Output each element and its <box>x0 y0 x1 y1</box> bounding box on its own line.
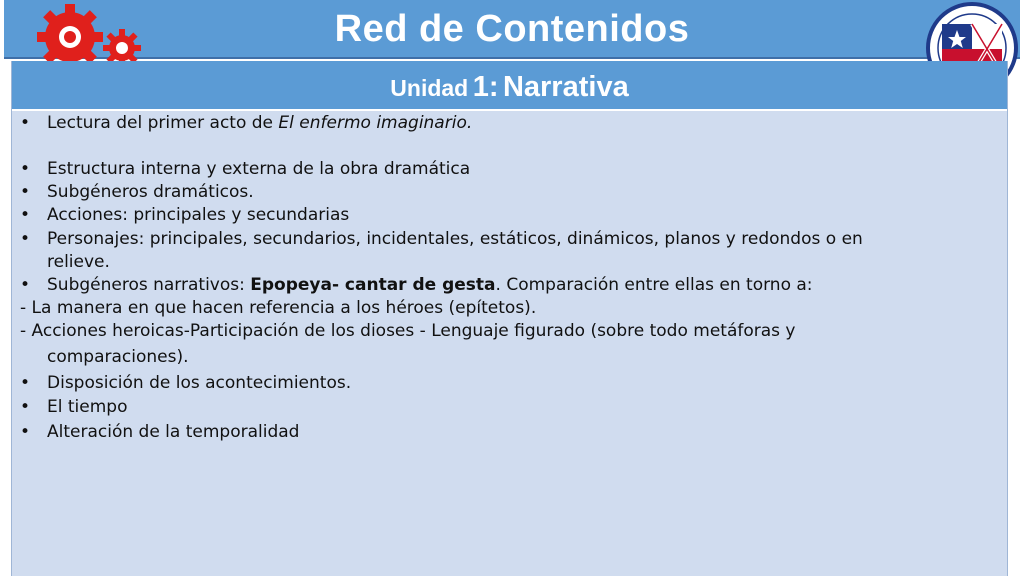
bullet: • <box>20 422 31 442</box>
unit-label: Unidad <box>390 75 469 101</box>
unit-number: 1: <box>472 71 499 103</box>
unit-header <box>12 61 1007 111</box>
content-table: Unidad 1: Narrativa • Lectura del primer acto de El enfermo imaginario. • Estructura interna y externa de la obra dramática • Subgéneros dramáticos. • Acciones: principales y secundarias • Personajes: principales, secundarios, incidentales, estáticos, dinámicos, planos y redondos o en relieve. • Subgéneros narrativos: Epopeya- cantar de gesta. Comparación entre ellas en torno a: - La manera en que hacen referencia a los héroes (epítetos). - Acciones heroicas-Participación de los dioses - Lenguaje figurado (sobre todo metáforas y comparaciones). • Disposición de los acontecimientos. • El tiempo • Alteración de la temporalidad <box>11 61 1008 576</box>
bullet: • <box>20 397 31 417</box>
bullet: • <box>20 113 31 133</box>
bullet: • <box>20 159 31 179</box>
unit-topic: Narrativa <box>502 71 629 103</box>
bullet: • <box>20 275 31 295</box>
bullet: • <box>20 229 31 249</box>
bullet: • <box>20 373 31 393</box>
title-bar <box>4 0 1020 59</box>
bullet: • <box>20 205 31 225</box>
bullet: • <box>20 182 31 202</box>
slide-title: Red de Contenidos <box>334 8 690 50</box>
